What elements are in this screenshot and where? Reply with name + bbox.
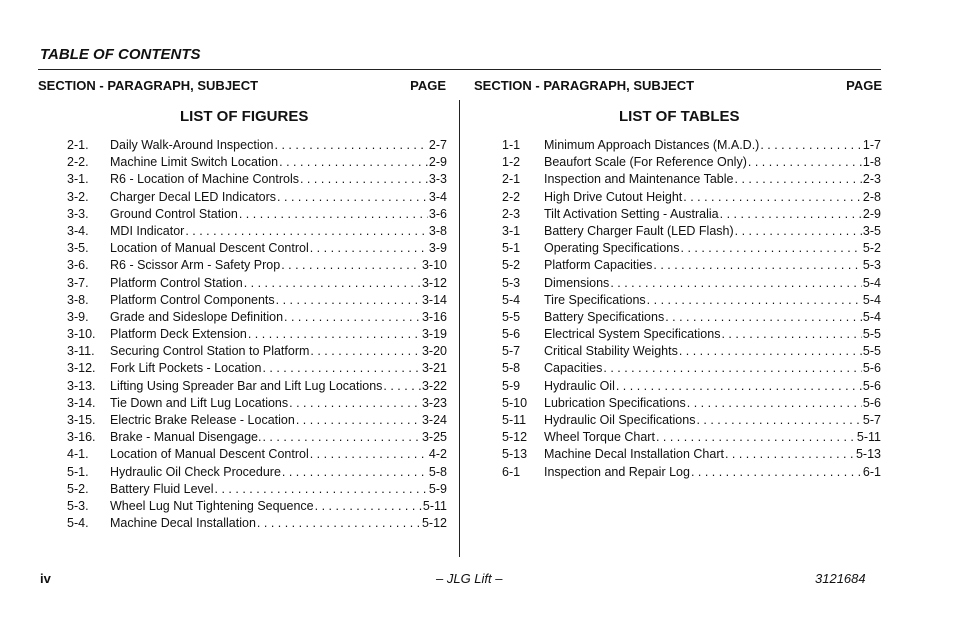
entry-number: 5-1 [502,241,521,256]
dot-leader [653,257,862,274]
entry-title: Daily Walk-Around Inspection [110,138,274,152]
dot-leader [275,137,428,154]
entry-title: Platform Deck Extension [110,327,247,342]
figure-entry[interactable] [67,481,447,498]
entry-number: 3-7. [67,275,89,290]
entry-number: 3-14. [67,395,96,410]
entry-page: 5-2 [862,241,881,256]
entry-page: 5-7 [862,413,881,427]
entry-title: MDI Indicator [110,223,185,238]
dot-leader [296,412,421,429]
entry-title: Hydraulic Oil Check Procedure [110,464,281,479]
entry-number: 5-2 [502,258,521,273]
entry-number: 2-2. [67,155,89,170]
table-entry[interactable] [502,326,881,343]
dot-leader [725,446,855,463]
dot-leader [279,154,428,171]
entry-page: 5-6 [862,395,881,410]
left-column-header [38,78,446,96]
entry-page: 5-8 [428,464,447,479]
entry-page: 3-3 [428,172,447,187]
table-entry[interactable] [502,446,881,463]
entry-number: 5-6 [502,327,521,342]
entry-number: 3-15. [67,413,96,427]
entry-title: Minimum Approach Distances (M.A.D.) [544,138,760,152]
dot-leader [239,206,428,223]
figure-entry[interactable] [67,429,447,446]
entry-page: 5-4 [862,292,881,307]
entry-title: Capacities [544,361,603,376]
entry-title: Critical Stability Weights [544,344,678,359]
entry-number: 3-13. [67,378,96,393]
entry-number: 3-8. [67,292,89,307]
entry-title: Battery Charger Fault (LED Flash) [544,223,734,238]
entry-title: Platform Control Station [110,275,243,290]
figure-entry[interactable] [67,309,447,326]
entry-number: 3-16. [67,430,96,445]
dot-leader [282,464,428,481]
entry-page: 5-13 [855,447,881,462]
table-entry[interactable] [502,154,881,171]
entry-number: 5-10 [502,395,528,410]
dot-leader [735,223,862,240]
figure-entry[interactable] [67,343,447,360]
figure-entry[interactable] [67,395,447,412]
figure-entry[interactable] [67,206,447,223]
dot-leader [735,171,862,188]
dot-leader [315,498,422,515]
page-column-label: PAGE [846,78,882,93]
entry-page: 5-6 [862,378,881,393]
table-entry[interactable] [502,240,881,257]
entry-page: 2-9 [428,155,447,170]
figure-entry[interactable] [67,240,447,257]
entry-title: Platform Capacities [544,258,653,273]
figure-entry[interactable] [67,446,447,463]
entry-page: 3-8 [428,223,447,238]
dot-leader [310,446,428,463]
dot-leader [383,378,421,395]
entry-title: Electrical System Specifications [544,327,721,342]
table-entry[interactable] [502,189,881,206]
entry-page: 3-9 [428,241,447,256]
entry-page: 5-4 [862,309,881,324]
dot-leader [603,360,862,377]
table-entry[interactable] [502,206,881,223]
figure-entry[interactable] [67,154,447,171]
entry-number: 5-3. [67,498,89,513]
figure-entry[interactable] [67,412,447,429]
entry-number: 5-12 [502,430,528,445]
entry-number: 5-8 [502,361,521,376]
dot-leader [310,343,421,360]
table-entry[interactable] [502,171,881,188]
entry-number: 3-10. [67,327,96,342]
figure-entry[interactable] [67,292,447,309]
entry-title: High Drive Cutout Height [544,189,683,204]
entry-title: Location of Manual Descent Control [110,447,309,462]
entry-number: 3-11. [67,344,95,359]
entry-page: 5-6 [862,361,881,376]
entry-page: 5-12 [421,516,447,531]
subject-column-label: SECTION - PARAGRAPH, SUBJECT [38,78,259,93]
entry-title: Battery Specifications [544,309,665,324]
entry-title: Wheel Lug Nut Tightening Sequence [110,498,314,513]
entry-title: Lubrication Specifications [544,395,686,410]
table-entry[interactable] [502,292,881,309]
entry-number: 1-2 [502,155,521,170]
entry-title: Tire Specifications [544,292,646,307]
entry-title: Location of Manual Descent Control [110,241,309,256]
entry-page: 3-16 [421,309,447,324]
page-title: TABLE OF CONTENTS [40,46,201,63]
entry-number: 3-3. [67,206,89,221]
entry-page: 3-12 [421,275,447,290]
entry-page: 5-9 [428,481,447,496]
figure-entry[interactable] [67,378,447,395]
entry-page: 1-8 [862,155,881,170]
entry-title: Inspection and Maintenance Table [544,172,734,187]
entry-page: 3-10 [421,258,447,273]
entry-number: 5-9 [502,378,521,393]
document-number: 3121684 [815,571,866,586]
entry-page: 3-19 [421,327,447,342]
entry-number: 4-1. [67,447,89,462]
entry-number: 3-6. [67,258,89,273]
dot-leader [248,326,421,343]
entry-title: Beaufort Scale (For Reference Only) [544,155,747,170]
figure-entry[interactable] [67,464,447,481]
dot-leader [656,429,856,446]
figure-entry[interactable] [67,515,447,532]
dot-leader [610,275,862,292]
entry-page: 2-8 [862,189,881,204]
entry-title: Fork Lift Pockets - Location [110,361,262,376]
figure-entry[interactable] [67,171,447,188]
entry-number: 5-5 [502,309,521,324]
entry-page: 5-4 [862,275,881,290]
entry-page: 3-20 [421,344,447,359]
dot-leader [647,292,862,309]
dot-leader [687,395,862,412]
entry-number: 6-1 [502,464,521,479]
dot-leader [691,464,862,481]
entry-title: Securing Control Station to Platform [110,344,310,359]
entry-title: R6 - Scissor Arm - Safety Prop [110,258,281,273]
page-column-label: PAGE [410,78,446,93]
entry-page: 3-21 [421,361,447,376]
entry-title: Brake - Manual Disengage. [110,430,262,445]
entry-number: 2-1 [502,172,521,187]
figure-entry[interactable] [67,360,447,377]
dot-leader [300,171,428,188]
figure-entry[interactable] [67,223,447,240]
entry-page: 2-9 [862,206,881,221]
table-entry[interactable] [502,275,881,292]
entry-page: 2-7 [428,138,447,152]
table-entry[interactable] [502,412,881,429]
entry-page: 1-7 [862,138,881,152]
entry-number: 5-3 [502,275,521,290]
entry-title: Platform Control Components [110,292,275,307]
entry-title: Machine Decal Installation [110,516,256,531]
entry-title: Dimensions [544,275,610,290]
figure-entry[interactable] [67,498,447,515]
entry-title: Charger Decal LED Indicators [110,189,277,204]
dot-leader [185,223,428,240]
entry-page: 3-23 [421,395,447,410]
entry-title: R6 - Location of Machine Controls [110,172,299,187]
dot-leader [244,275,421,292]
column-divider [459,100,460,557]
dot-leader [257,515,421,532]
entry-page: 2-3 [862,172,881,187]
table-entry[interactable] [502,343,881,360]
entry-title: Operating Specifications [544,241,680,256]
entry-title: Grade and Sideslope Definition [110,309,284,324]
entry-number: 5-11 [502,413,527,427]
entry-title: Machine Decal Installation Chart [544,447,724,462]
dot-leader [310,240,428,257]
table-entry[interactable] [502,395,881,412]
entry-title: Electric Brake Release - Location [110,413,295,427]
entry-page: 3-4 [428,189,447,204]
table-entry[interactable] [502,137,881,154]
dot-leader [262,360,421,377]
entry-title: Hydraulic Oil Specifications [544,413,696,427]
table-entry[interactable] [502,257,881,274]
dot-leader [760,137,862,154]
entry-page: 3-6 [428,206,447,221]
entry-number: 2-2 [502,189,521,204]
entry-page: 5-5 [862,327,881,342]
entry-number: 3-1. [67,172,89,187]
table-entry[interactable] [502,309,881,326]
entry-number: 5-4. [67,516,89,531]
figure-entry[interactable] [67,257,447,274]
table-entry[interactable] [502,429,881,446]
entry-title: Wheel Torque Chart [544,430,655,445]
figure-entry[interactable] [67,137,447,154]
entry-number: 3-1 [502,223,521,238]
entry-number: 3-9. [67,309,89,324]
entry-title: Ground Control Station [110,206,238,221]
dot-leader [681,240,862,257]
entry-page: 5-11 [856,430,881,445]
dot-leader [616,378,862,395]
dot-leader [721,326,861,343]
entry-page: 3-14 [421,292,447,307]
entry-number: 5-1. [67,464,89,479]
dot-leader [276,292,421,309]
figure-entry[interactable] [67,189,447,206]
dot-leader [748,154,862,171]
entry-number: 1-1 [502,138,521,152]
entry-number: 3-12. [67,361,96,376]
dot-leader [720,206,862,223]
entry-number: 5-13 [502,447,528,462]
right-column-header [474,78,882,96]
entry-page: 3-5 [862,223,881,238]
figure-entry[interactable] [67,326,447,343]
entry-page: 5-3 [862,258,881,273]
tables-list [502,137,881,481]
figures-list [67,137,447,532]
entry-number: 3-5. [67,241,89,256]
entry-number: 5-4 [502,292,521,307]
dot-leader [284,309,421,326]
dot-leader [289,395,421,412]
list-of-tables-heading: LIST OF TABLES [619,108,740,125]
dot-leader [262,429,420,446]
entry-page: 3-25 [421,430,447,445]
dot-leader [683,189,862,206]
dot-leader [277,189,428,206]
dot-leader [679,343,862,360]
entry-title: Battery Fluid Level [110,481,214,496]
entry-title: Machine Limit Switch Location [110,155,279,170]
entry-number: 5-7 [502,344,521,359]
page-number: iv [40,571,51,586]
header-rule [38,69,881,70]
entry-page: 5-5 [862,344,881,359]
table-entry[interactable] [502,360,881,377]
entry-number: 3-4. [67,223,89,238]
subject-column-label: SECTION - PARAGRAPH, SUBJECT [474,78,695,93]
entry-title: Lifting Using Spreader Bar and Lift Lug Locations [110,378,383,393]
entry-number: 2-3 [502,206,521,221]
dot-leader [281,257,421,274]
table-entry[interactable] [502,378,881,395]
entry-page: 4-2 [428,447,447,462]
entry-number: 3-2. [67,189,89,204]
dot-leader [215,481,428,498]
entry-page: 3-24 [421,413,447,427]
dot-leader [696,412,861,429]
table-entry[interactable] [502,464,881,481]
entry-title: Hydraulic Oil [544,378,615,393]
figure-entry[interactable] [67,275,447,292]
entry-number: 5-2. [67,481,89,496]
entry-page: 5-11 [422,498,447,513]
list-of-figures-heading: LIST OF FIGURES [180,108,309,125]
table-entry[interactable] [502,223,881,240]
dot-leader [665,309,862,326]
footer-brand: – JLG Lift – [436,571,503,586]
entry-title: Tilt Activation Setting - Australia [544,206,719,221]
entry-number: 2-1. [67,138,89,152]
entry-title: Inspection and Repair Log [544,464,690,479]
entry-page: 6-1 [862,464,881,479]
entry-title: Tie Down and Lift Lug Locations [110,395,289,410]
entry-page: 3-22 [421,378,447,393]
